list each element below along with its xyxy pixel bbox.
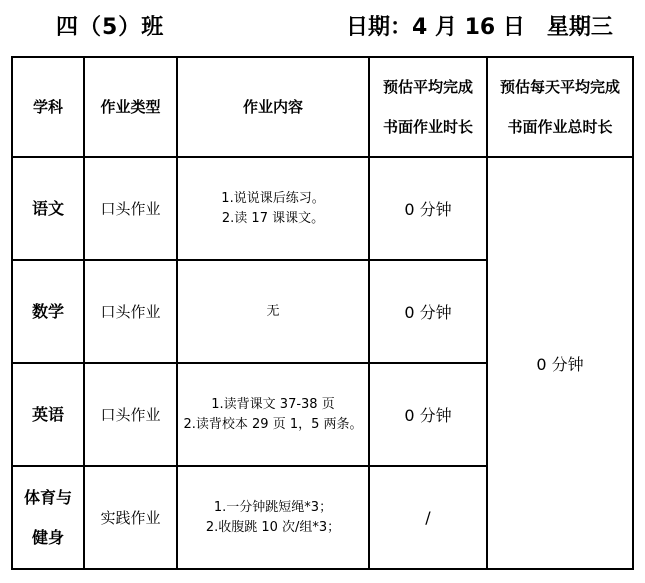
header-time <box>369 57 487 157</box>
subject-line: 健身 <box>31 527 64 547</box>
type-cell: 口头作业 <box>84 260 177 363</box>
subject-line: 体育与 <box>23 487 72 507</box>
time-cell: / <box>369 466 487 569</box>
subject-line: 语文 <box>31 198 64 218</box>
homework-table <box>11 56 634 570</box>
header <box>0 0 645 50</box>
header-total-line1: 预估每天平均完成 <box>499 78 620 96</box>
header-row <box>12 57 633 157</box>
subject-line: 数学 <box>31 301 64 321</box>
header-content: 作业内容 <box>177 57 369 157</box>
header-total <box>487 57 633 157</box>
content-cell <box>177 157 369 260</box>
weekday-text: 星期三 <box>546 15 613 40</box>
header-subject: 学科 <box>12 57 84 157</box>
header-time-line1: 预估平均完成 <box>382 78 473 96</box>
content-cell <box>177 363 369 466</box>
header-time-line2: 书面作业时长 <box>382 118 473 136</box>
content-cell <box>177 466 369 569</box>
content-line: 无 <box>266 303 280 319</box>
subject-cell <box>12 363 84 466</box>
time-cell: 0 分钟 <box>369 363 487 466</box>
header-total-line2: 书面作业总时长 <box>507 118 613 136</box>
header-type: 作业类型 <box>84 57 177 157</box>
table-row <box>12 157 633 260</box>
subject-cell <box>12 157 84 260</box>
content-line: 2.读背校本 29 页 1，5 两条。 <box>183 416 363 432</box>
class-title: 四（5）班 <box>56 15 165 40</box>
type-cell: 实践作业 <box>84 466 177 569</box>
content-line: 1.说说课后练习。 <box>221 190 325 206</box>
type-cell: 口头作业 <box>84 363 177 466</box>
subject-cell <box>12 466 84 569</box>
type-cell: 口头作业 <box>84 157 177 260</box>
subject-cell <box>12 260 84 363</box>
time-cell: 0 分钟 <box>369 157 487 260</box>
content-line: 2.读 17 课课文。 <box>221 210 325 226</box>
time-cell: 0 分钟 <box>369 260 487 363</box>
date-text: 日期：4 月 16 日 <box>346 15 525 40</box>
content-line: 1.一分钟跳短绳*3； <box>213 499 333 515</box>
content-line: 2.收腹跳 10 次/组*3； <box>205 519 341 535</box>
total-time-cell: 0 分钟 <box>487 157 633 569</box>
content-cell <box>177 260 369 363</box>
content-line: 1.读背课文 37-38 页 <box>211 396 335 412</box>
subject-line: 英语 <box>31 404 64 424</box>
date-line <box>346 10 613 41</box>
